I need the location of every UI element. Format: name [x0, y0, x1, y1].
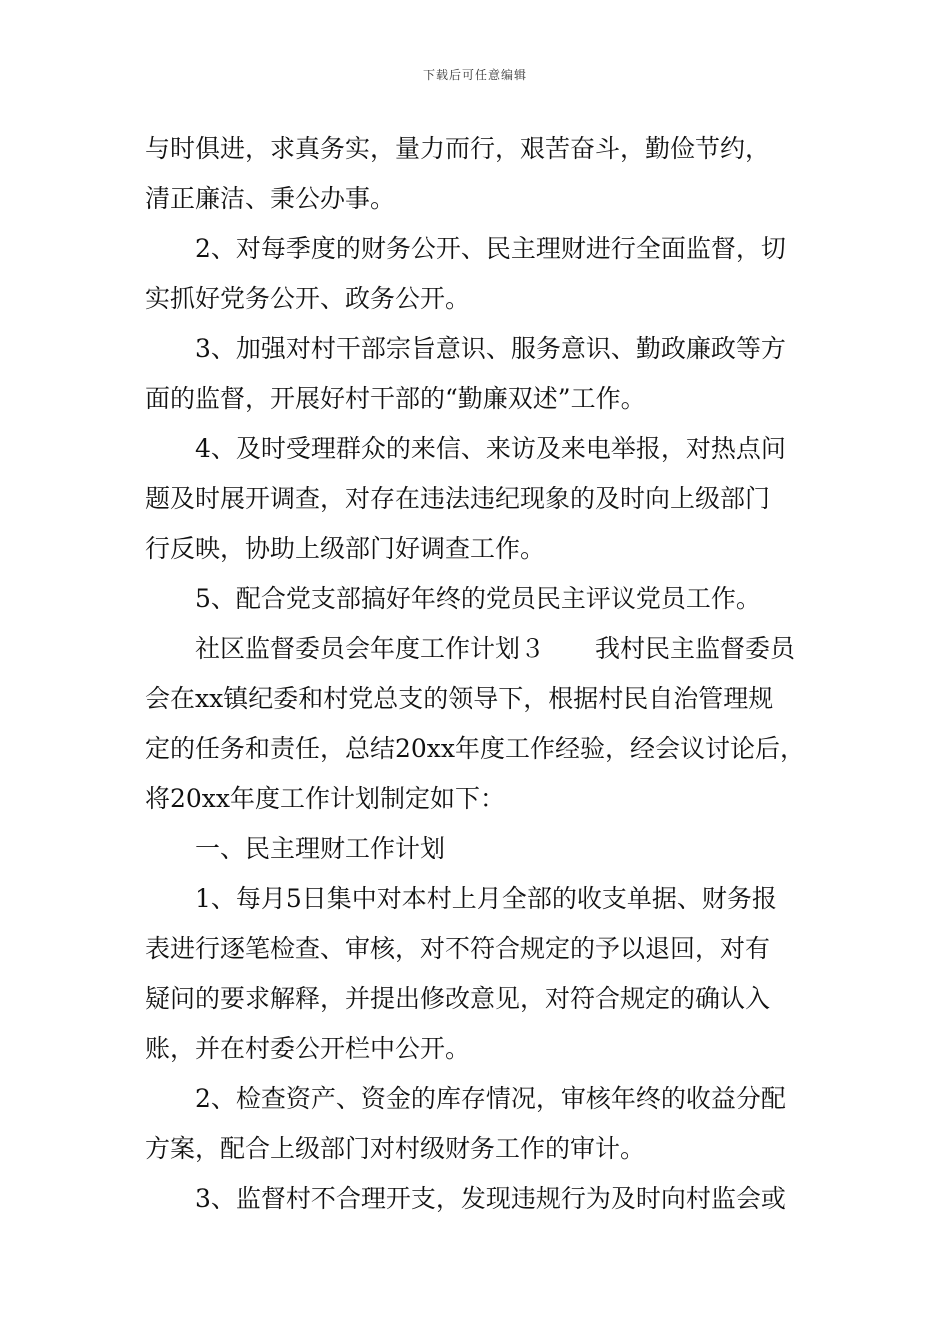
text-line: 实抓好党务公开、政务公开。 — [145, 284, 471, 313]
text-line: 表进行逐笔检查、审核，对不符合规定的予以退回，对有 — [145, 934, 771, 963]
document-body — [145, 124, 835, 1224]
text-line: 清正廉洁、秉公办事。 — [145, 184, 396, 213]
text-line: 定的任务和责任，总结20xx年度工作经验，经会议讨论后， — [145, 734, 806, 763]
text-line: 1、每月5日集中对本村上月全部的收支单据、财务报 — [195, 884, 777, 913]
text-line: 与时俱进，求真务实，量力而行，艰苦奋斗，勤俭节约， — [145, 134, 771, 163]
text-line: 5、配合党支部搞好年终的党员民主评议党员工作。 — [195, 584, 761, 613]
text-line: 2、检查资产、资金的库存情况，审核年终的收益分配 — [195, 1084, 786, 1113]
text-line: 题及时展开调查，对存在违法违纪现象的及时向上级部门 — [145, 484, 771, 513]
text-line: 3、加强对村干部宗旨意识、服务意识、勤政廉政等方 — [195, 334, 786, 363]
text-line: 会在xx镇纪委和村党总支的领导下，根据村民自治管理规 — [145, 684, 774, 713]
text-line: 4、及时受理群众的来信、来访及来电举报，对热点问 — [195, 434, 786, 463]
text-line: 账，并在村委公开栏中公开。 — [145, 1034, 471, 1063]
text-line: 将20xx年度工作计划制定如下： — [145, 784, 506, 813]
page-header-note: 下载后可任意编辑 — [422, 68, 527, 82]
text-line: 方案，配合上级部门对村级财务工作的审计。 — [145, 1134, 646, 1163]
text-line: 社区监督委员会年度工作计划３ 我村民主监督委员 — [195, 634, 796, 663]
section-heading: 一、民主理财工作计划 — [195, 834, 446, 863]
text-line: 疑问的要求解释，并提出修改意见，对符合规定的确认入 — [145, 984, 771, 1013]
text-line: 3、监督村不合理开支，发现违规行为及时向村监会或 — [195, 1184, 786, 1213]
text-line: 行反映，协助上级部门好调查工作。 — [145, 534, 546, 563]
text-line: 2、对每季度的财务公开、民主理财进行全面监督，切 — [195, 234, 786, 263]
text-line: 面的监督，开展好村干部的“勤廉双述”工作。 — [145, 384, 646, 413]
